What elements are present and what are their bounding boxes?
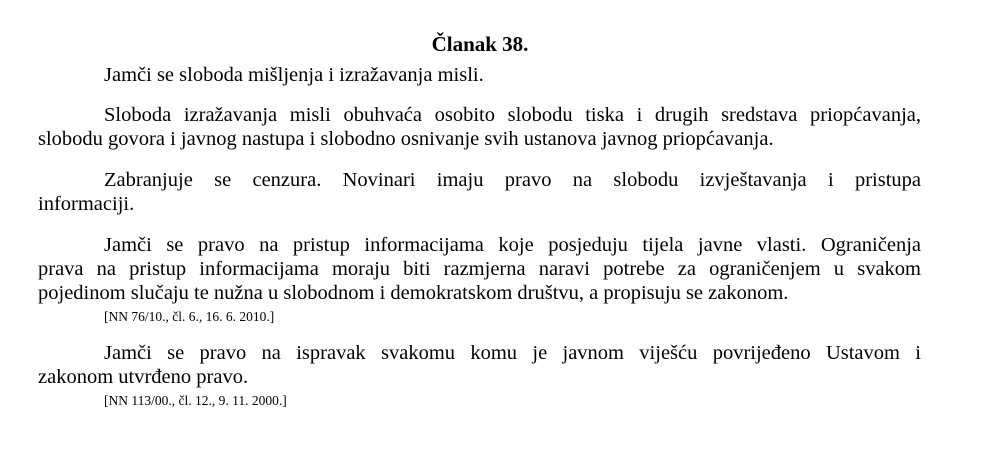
paragraph-5-line-1: Jamči se pravo na ispravak svakomu komu je javnom viješću povrijeđeno Ustavom i — [104, 342, 921, 364]
paragraph-4-line-2: prava na pristup informacijama moraju biti razmjerna naravi potrebe za ograničenjem u svakom — [38, 258, 921, 280]
paragraph-2-line-1: Sloboda izražavanja misli obuhvaća osobito slobodu tiska i drugih sredstava priopćavanja, — [104, 104, 921, 126]
paragraph-2-line-2: slobodu govora i javnog nastupa i slobodno osnivanje svih ustanova javnog priopćavanja. — [38, 128, 774, 150]
paragraph-5-reference: [NN 113/00., čl. 12., 9. 11. 2000.] — [104, 393, 287, 408]
paragraph-4-line-3: pojedinom slučaju te nužna u slobodnom i demokratskom društvu, a propisuju se zakonom. — [38, 282, 789, 304]
paragraph-1-line-1: Jamči se sloboda mišljenja i izražavanja misli. — [104, 64, 484, 86]
article-title: Članak 38. — [431, 32, 529, 56]
paragraph-5-line-2: zakonom utvrđeno pravo. — [38, 366, 249, 388]
paragraph-3-line-1: Zabranjuje se cenzura. Novinari imaju pravo na slobodu izvještavanja i pristupa — [104, 169, 921, 191]
paragraph-4-line-1: Jamči se pravo na pristup informacijama koje posjeduju tijela javne vlasti. Ograničenja — [104, 234, 921, 256]
paragraph-3-line-2: informaciji. — [38, 193, 135, 215]
paragraph-4-reference: [NN 76/10., čl. 6., 16. 6. 2010.] — [104, 309, 275, 324]
